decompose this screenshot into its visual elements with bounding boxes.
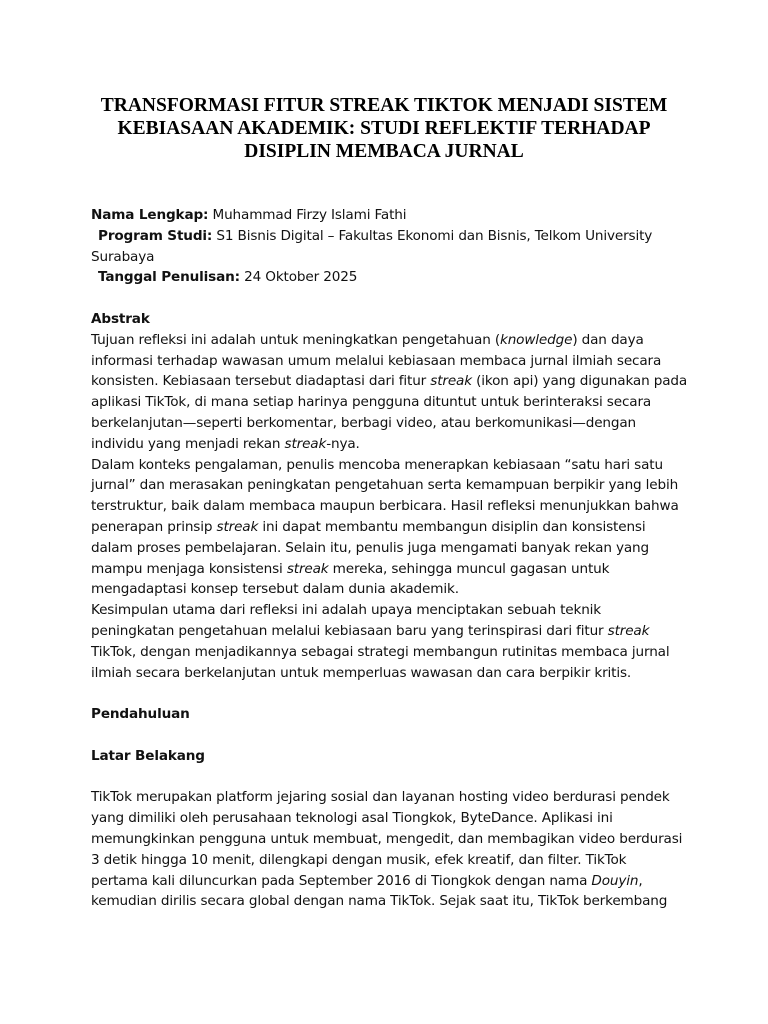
intro-paragraph	[91, 787, 691, 912]
italic-term: streak	[284, 435, 327, 452]
text-run: penerapan prinsip	[91, 518, 217, 535]
text-run: yang dimiliki oleh perusahaan teknologi asal Tiongkok, ByteDance. Aplikasi ini	[91, 810, 613, 827]
text-run: pertama kali diluncurkan pada September 2016 di Tiongkok dengan nama	[91, 872, 592, 889]
text-line	[91, 829, 691, 850]
text-line	[91, 621, 691, 642]
name-label: Nama Lengkap:	[91, 207, 209, 223]
italic-term: streak	[430, 373, 472, 390]
text-line	[91, 371, 691, 392]
document-title	[80, 94, 688, 163]
program-label: Program Studi:	[98, 227, 213, 244]
text-run: 3 detik hingga 10 menit, dilengkapi dengan musik, efek kreatif, dan filter. TikTok	[91, 851, 627, 868]
abstract-heading: Abstrak	[91, 310, 150, 327]
text-line	[91, 642, 691, 663]
text-run: aplikasi TikTok, di mana setiap harinya pengguna dituntut untuk berinteraksi secara	[91, 394, 652, 411]
section-heading: Pendahuluan	[91, 706, 190, 723]
abstract-paragraph-1	[91, 330, 691, 455]
text-run: informasi terhadap wawasan umum melalui kebiasaan membaca jurnal ilmiah secara	[91, 352, 662, 369]
text-line	[91, 413, 691, 434]
text-run: ,	[638, 872, 643, 889]
text-run: ) dan daya	[572, 331, 644, 348]
text-line	[91, 787, 691, 808]
text-run: Dalam konteks pengalaman, penulis mencoba menerapkan kebiasaan “satu hari satu	[91, 456, 663, 473]
text-run: peningkatan pengetahuan melalui kebiasaan baru yang terinspirasi dari fitur	[91, 622, 608, 639]
abstract-paragraph-2	[91, 455, 691, 601]
text-run: konsisten. Kebiasaan tersebut diadaptasi dari fitur	[91, 373, 431, 390]
text-line	[91, 475, 691, 496]
italic-term: Douyin	[591, 872, 639, 889]
text-line	[91, 559, 691, 580]
text-run: ilmiah secara berkelanjutan untuk memperluas wawasan dan cara berpikir kritis.	[91, 664, 632, 681]
title-line: KEBIASAAN AKADEMIK: STUDI REFLEKTIF TERHADAP	[117, 118, 651, 139]
italic-term: streak	[216, 518, 259, 535]
text-run: memungkinkan pengguna untuk membuat, mengedit, dan membagikan video berdurasi	[91, 830, 683, 847]
text-run: kemudian dirilis secara global dengan nama TikTok. Sejak saat itu, TikTok berkembang	[91, 893, 668, 910]
text-line	[91, 517, 691, 538]
text-run: mengadaptasi konsep tersebut dalam dunia akademik.	[91, 581, 459, 598]
text-line	[91, 808, 691, 829]
text-run: mereka, sehingga muncul gagasan untuk	[328, 560, 610, 577]
text-line	[91, 538, 691, 559]
text-line	[91, 455, 691, 476]
text-run: Kesimpulan utama dari refleksi ini adalah upaya menciptakan sebuah teknik	[91, 602, 602, 619]
program-study-cont: Surabaya	[91, 248, 155, 265]
text-line	[91, 871, 691, 892]
text-run: -nya.	[326, 435, 360, 452]
text-run: Tujuan refleksi ini adalah untuk meningkatkan pengetahuan (	[91, 331, 500, 348]
text-run: mampu menjaga konsistensi	[91, 560, 287, 577]
date-label: Tanggal Penulisan:	[98, 269, 240, 286]
subsection-heading: Latar Belakang	[91, 747, 205, 764]
text-run: jurnal” dan merasakan peningkatan pengetahuan serta kemampuan berpikir yang lebih	[91, 477, 679, 494]
abstract-paragraph-3	[91, 600, 691, 683]
text-line	[91, 330, 691, 351]
text-line	[91, 891, 691, 912]
italic-term: streak	[607, 622, 650, 639]
text-run: (ikon api) yang digunakan pada	[471, 373, 688, 390]
text-run: terstruktur, baik dalam membaca maupun berbicara. Hasil refleksi menunjukkan bahwa	[91, 498, 679, 515]
title-line: TRANSFORMASI FITUR STREAK TIKTOK MENJADI SISTEM	[100, 95, 668, 116]
text-run: dalam proses pembelajaran. Selain itu, penulis juga mengamati banyak rekan yang	[91, 539, 650, 556]
text-line	[91, 663, 691, 684]
italic-term: streak	[286, 560, 329, 577]
text-line	[91, 392, 691, 413]
text-line	[91, 850, 691, 871]
italic-term: knowledge	[499, 331, 573, 348]
text-run: individu yang menjadi rekan	[91, 435, 285, 452]
text-run: ini dapat membantu membangun disiplin dan konsistensi	[258, 518, 646, 535]
document-body	[91, 205, 691, 912]
text-run: TikTok, dengan menjadikannya sebagai strategi membangun rutinitas membaca jurnal	[91, 643, 670, 660]
date-value: 24 Oktober 2025	[239, 269, 358, 286]
program-value: S1 Bisnis Digital – Fakultas Ekonomi dan Bisnis, Telkom University	[212, 227, 653, 244]
text-line	[91, 496, 691, 517]
name-value: Muhammad Firzy Islami Fathi	[208, 207, 407, 223]
text-line	[91, 579, 691, 600]
title-line: DISIPLIN MEMBACA JURNAL	[244, 141, 524, 162]
author-name	[91, 205, 691, 226]
program-study	[91, 226, 691, 247]
text-run: berkelanjutan—seperti berkomentar, berbagi video, atau berkomunikasi—dengan	[91, 414, 637, 431]
text-line	[91, 434, 691, 455]
text-line	[91, 600, 691, 621]
writing-date	[91, 267, 691, 288]
text-run: TikTok merupakan platform jejaring sosial dan layanan hosting video berdurasi pendek	[91, 789, 670, 806]
text-line	[91, 351, 691, 372]
